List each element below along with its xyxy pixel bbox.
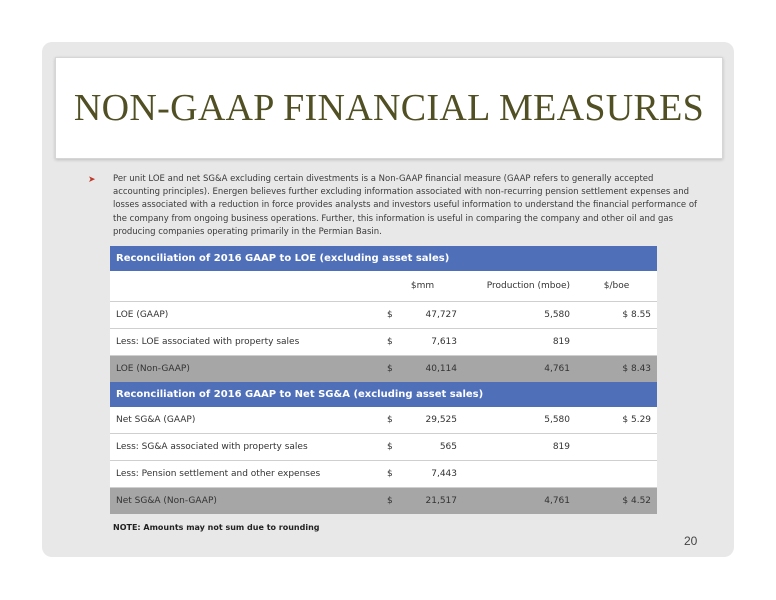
header-per-boe: $/boe xyxy=(576,271,657,302)
row-label: LOE (Non-GAAP) xyxy=(110,356,385,383)
section-header-loe xyxy=(110,246,657,271)
table-row xyxy=(110,302,657,329)
section-header-sga xyxy=(110,382,657,407)
arrow-bullet-icon: ➤ xyxy=(88,174,96,184)
row-label: Net SG&A (GAAP) xyxy=(110,407,385,434)
row-production: 4,761 xyxy=(460,488,576,515)
row-per-boe xyxy=(576,329,657,356)
row-amount: 47,727 xyxy=(400,302,460,329)
row-production: 819 xyxy=(460,329,576,356)
reconciliation-table xyxy=(110,246,657,514)
row-amount: 565 xyxy=(400,434,460,461)
column-header-row xyxy=(110,271,657,302)
rounding-note: NOTE: Amounts may not sum due to rounding xyxy=(113,523,320,532)
header-mm: $mm xyxy=(385,271,460,302)
title-box xyxy=(55,57,723,159)
table-row xyxy=(110,329,657,356)
slide-title: NON-GAAP FINANCIAL MEASURES xyxy=(73,87,705,129)
row-currency: $ xyxy=(385,488,400,515)
row-amount: 29,525 xyxy=(400,407,460,434)
table-row xyxy=(110,461,657,488)
bullet-paragraph: Per unit LOE and net SG&A excluding certain divestments is a Non-GAAP financial measure (GAAP refers to generally accepted accounting principles). Energen believes further excluding information associated with non-recurring pension settlement expenses and losses associated with a reduction in force provides analysts and investors useful information to understand the financial performance of the company from ongoing business operations. Further, this information is useful in comparing the company and other oil and gas producing companies operating primarily in the Permian Basin. xyxy=(113,174,698,237)
row-currency: $ xyxy=(385,329,400,356)
row-amount: 7,443 xyxy=(400,461,460,488)
total-row-sga xyxy=(110,488,657,515)
row-production: 5,580 xyxy=(460,407,576,434)
row-production: 4,761 xyxy=(460,356,576,383)
row-amount: 7,613 xyxy=(400,329,460,356)
row-label: Net SG&A (Non-GAAP) xyxy=(110,488,385,515)
page-number: 20 xyxy=(684,534,698,548)
row-currency: $ xyxy=(385,356,400,383)
row-currency: $ xyxy=(385,302,400,329)
header-production: Production (mboe) xyxy=(460,271,576,302)
table-row xyxy=(110,434,657,461)
row-currency: $ xyxy=(385,407,400,434)
row-amount: 21,517 xyxy=(400,488,460,515)
section-title-loe: Reconciliation of 2016 GAAP to LOE (excluding asset sales) xyxy=(110,246,657,271)
row-per-boe: $ 8.55 xyxy=(576,302,657,329)
row-per-boe: $ 5.29 xyxy=(576,407,657,434)
row-label: Less: Pension settlement and other expenses xyxy=(110,461,385,488)
row-production xyxy=(460,461,576,488)
row-per-boe: $ 8.43 xyxy=(576,356,657,383)
row-currency: $ xyxy=(385,461,400,488)
row-per-boe xyxy=(576,461,657,488)
row-label: Less: LOE associated with property sales xyxy=(110,329,385,356)
header-blank xyxy=(110,271,385,302)
row-per-boe xyxy=(576,434,657,461)
row-production: 5,580 xyxy=(460,302,576,329)
row-per-boe: $ 4.52 xyxy=(576,488,657,515)
table-row xyxy=(110,407,657,434)
total-row-loe xyxy=(110,356,657,383)
row-currency: $ xyxy=(385,434,400,461)
row-amount: 40,114 xyxy=(400,356,460,383)
row-label: LOE (GAAP) xyxy=(110,302,385,329)
row-production: 819 xyxy=(460,434,576,461)
section-title-sga: Reconciliation of 2016 GAAP to Net SG&A (excluding asset sales) xyxy=(110,382,657,407)
row-label: Less: SG&A associated with property sales xyxy=(110,434,385,461)
